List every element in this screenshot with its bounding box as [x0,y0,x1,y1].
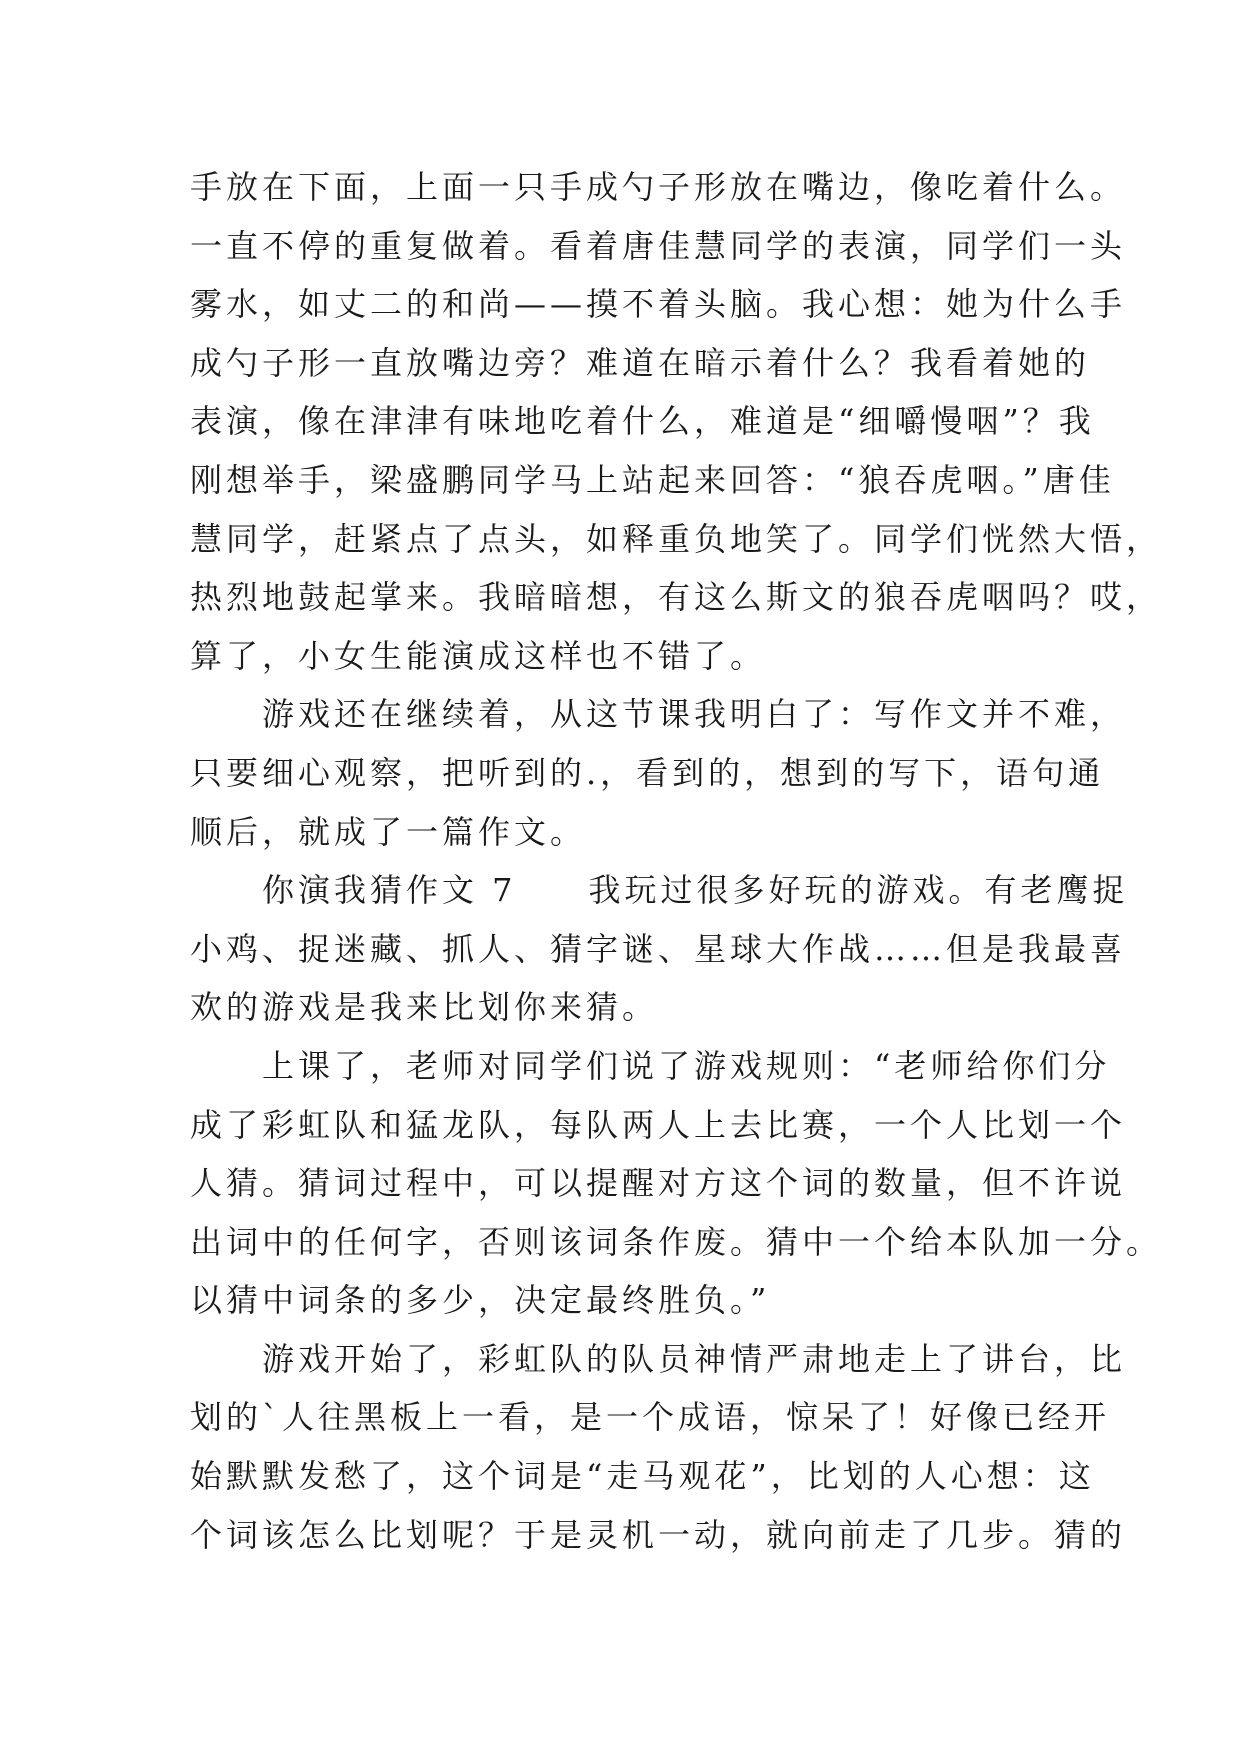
text-line: 表演，像在津津有味地吃着什么，难道是“细嚼慢咽”？我 [190,402,1095,441]
paragraph [190,1330,1127,1564]
text-line: 手放在下面，上面一只手成勺子形放在嘴边，像吃着什么。 [190,168,1127,206]
text-line: 出词中的任何字，否则该词条作废。猜中一个给本队加一分。 [190,1222,1163,1261]
text-line: 游戏还在继续着，从这节课我明白了：写作文并不难， [262,695,1127,734]
text-line: 欢的游戏是我来比划你来猜。 [190,988,659,1027]
text-line: 成了彩虹队和猛龙队，每队两人上去比赛，一个人比划一个 [190,1105,1127,1144]
text-line: 慧同学，赶紧点了点头，如释重负地笑了。同学们恍然大悟， [190,519,1163,558]
text-line: 只要细心观察，把听到的.，看到的，想到的写下，语句通 [190,753,1105,792]
text-line: 个词该怎么比划呢？于是灵机一动，就向前走了几步。猜的 [190,1515,1127,1554]
paragraph [190,685,1127,861]
text-line: 雾水，如丈二的和尚——摸不着头脑。我心想：她为什么手 [190,285,1127,324]
paragraph [190,1037,1163,1330]
text-line: 热烈地鼓起掌来。我暗暗想，有这么斯文的狼吞虎咽吗？哎， [190,578,1163,617]
text-line: 顺后，就成了一篇作文。 [190,812,587,851]
text-line: 刚想举手，梁盛鹏同学马上站起来回答：“狼吞虎咽。”唐佳 [190,460,1115,499]
text-line: 以猜中词条的多少，决定最终胜负。” [190,1281,771,1320]
text-line: 你演我猜作文 7 我玩过很多好玩的游戏。有老鹰捉 [262,871,1129,910]
text-line: 游戏开始了，彩虹队的队员神情严肃地走上了讲台，比 [262,1339,1127,1378]
text-line: 算了，小女生能演成这样也不错了。 [190,636,767,675]
document-body [190,158,1163,1564]
text-line: 小鸡、捉迷藏、抓人、猜字谜、星球大作战……但是我最喜 [190,929,1127,968]
text-line: 人猜。猜词过程中，可以提醒对方这个词的数量，但不许说 [190,1164,1127,1203]
paragraph [190,158,1163,685]
text-line: 一直不停的重复做着。看着唐佳慧同学的表演，同学们一头 [190,226,1127,265]
text-line: 划的`人往黑板上一看，是一个成语，惊呆了！好像已经开 [190,1398,1111,1437]
text-line: 始默默发愁了，这个词是“走马观花”，比划的人心想：这 [190,1457,1095,1496]
paragraph [190,861,1129,1037]
text-line: 成勺子形一直放嘴边旁？难道在暗示着什么？我看着她的 [190,343,1091,382]
text-line: 上课了，老师对同学们说了游戏规则：“老师给你们分 [262,1046,1111,1085]
